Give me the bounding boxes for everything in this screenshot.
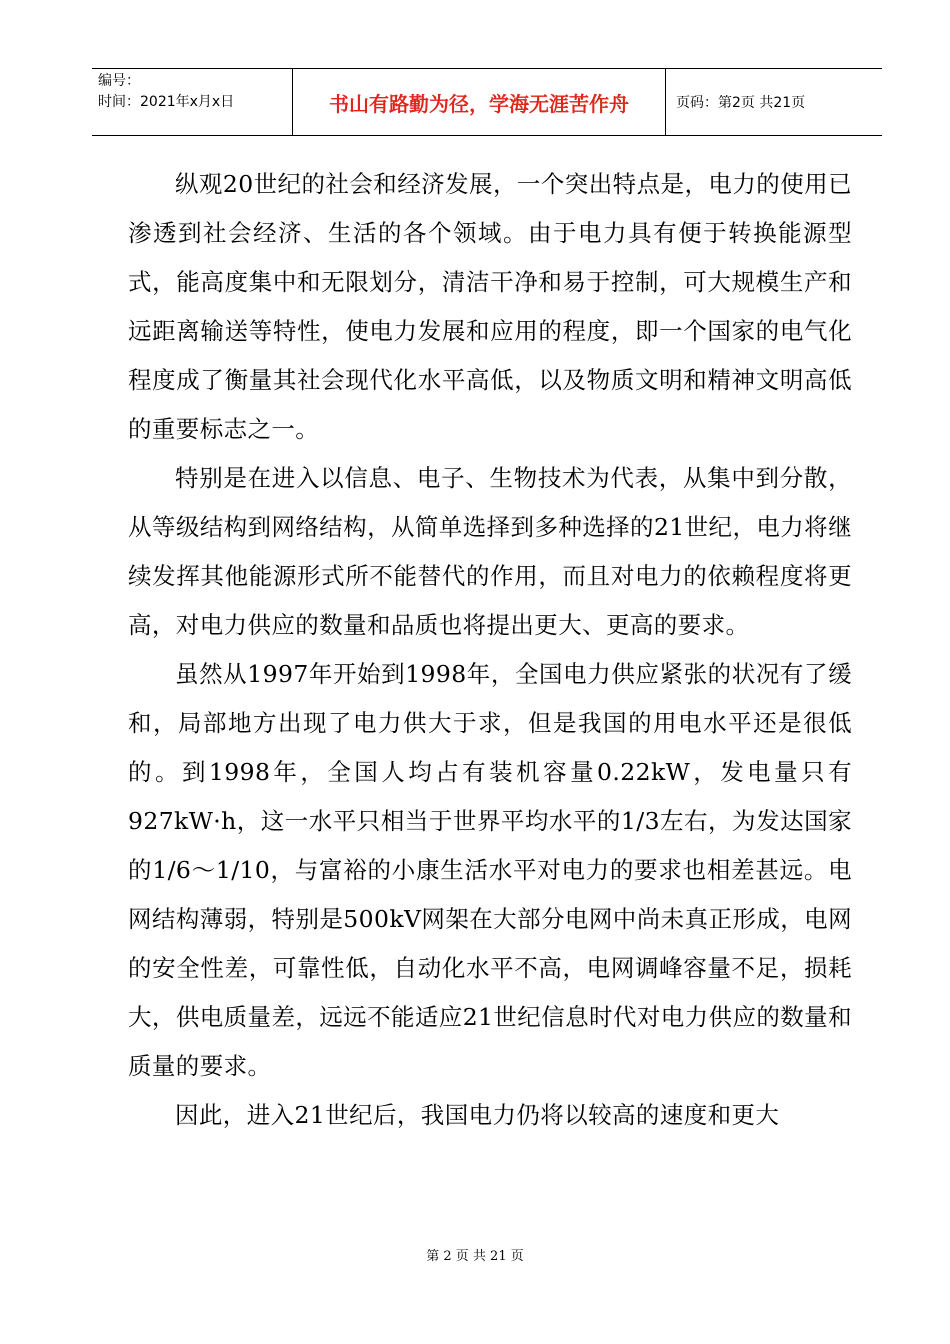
body-paragraph: 因此，进入21世纪后，我国电力仍将以较高的速度和更大 xyxy=(175,1101,780,1129)
header-motto: 书山有路勤为径，学海无涯苦作舟 xyxy=(293,69,666,135)
document-header xyxy=(92,68,882,136)
body-paragraph: 虽然从1997年开始到1998年，全国电力供应紧张的状况有了缓和，局部地方出现了电力供大于求，但是我国的用电水平还是很低的。到1998年，全国人均占有装机容量0.22kW，发电量只有927kW·h，这一水平只相当于世界平均水平的1/3左右，为发达国家的1/6～1/10，与富裕的小康生活水平对电力的要求也相差甚远。电网结构薄弱，特别是500kV网架在大部分电网中尚未真正形成，电网的安全性差，可靠性低，自动化水平不高，电网调峰容量不足，损耗大，供电质量差，远远不能适应21世纪信息时代对电力供应的数量和质量的要求。 xyxy=(128,660,852,1080)
header-meta xyxy=(92,69,293,135)
page-footer: 第 2 页 共 21 页 xyxy=(426,1249,524,1264)
document-number-label: 编号： xyxy=(98,73,140,89)
body-paragraph: 特别是在进入以信息、电子、生物技术为代表，从集中到分散，从等级结构到网络结构，从简单选择到多种选择的21世纪，电力将继续发挥其他能源形式所不能替代的作用，而且对电力的依赖程度将更高，对电力供应的数量和品质也将提出更大、更高的要求。 xyxy=(128,464,852,639)
body-paragraph: 纵观20世纪的社会和经济发展，一个突出特点是，电力的使用已渗透到社会经济、生活的各个领域。由于电力具有便于转换能源型式，能高度集中和无限划分，清洁干净和易于控制，可大规模生产和远距离输送等特性，使电力发展和应用的程度，即一个国家的电气化程度成了衡量其社会现代化水平高低，以及物质文明和精神文明高低的重要标志之一。 xyxy=(128,170,852,443)
document-body xyxy=(128,160,852,1140)
document-time-label: 时间：2021年x月x日 xyxy=(98,94,235,110)
header-page-code: 页码：第2页 共21页 xyxy=(676,95,806,111)
